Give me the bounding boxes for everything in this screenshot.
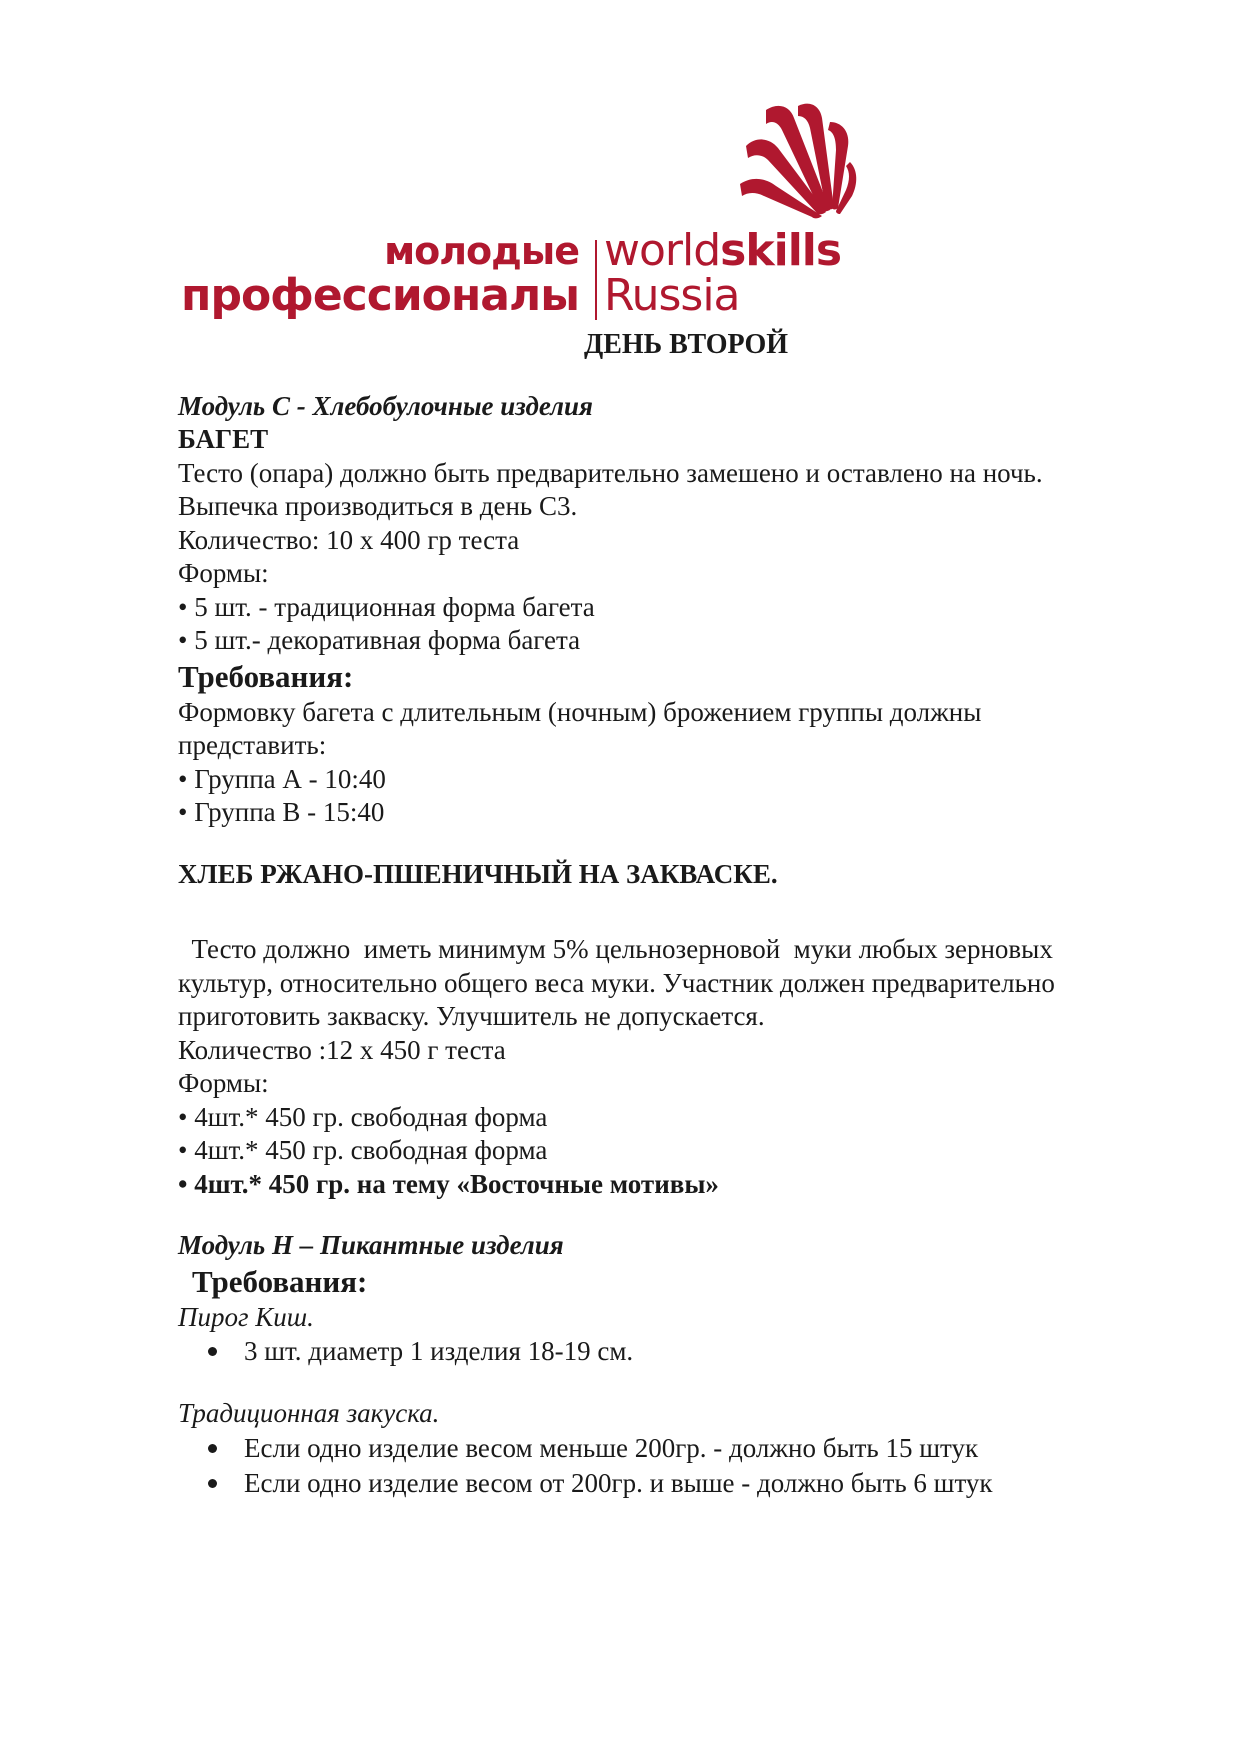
baguette-requirements [178,696,1158,830]
list-item-text: Если одно изделие весом от 200гр. и выше - должно быть 6 штук [244,1467,993,1498]
list-item-text: 3 шт. диаметр 1 изделия 18-19 см. [244,1336,634,1366]
requirement-line: • Группа В - 15:40 [178,797,385,827]
rye-line: приготовить закваску. Улучшитель не допускается. [178,1001,765,1031]
module-h-requirements-title: Требования: [192,1263,368,1299]
bullet-icon [208,1347,217,1356]
rye-line: Тесто должно иметь минимум 5% цельнозерновой муки любых зерновых [178,934,1053,964]
requirement-line: представить: [178,730,327,760]
baguette-line: Выпечка производиться в день С3. [178,491,578,521]
list-item [178,1466,1158,1501]
rye-bread-description [178,933,1158,1201]
baguette-line: Тесто (опара) должно быть предварительно замешено и оставлено на ночь. [178,457,1043,488]
baguette-line: Формы: [178,558,269,588]
rye-line: культур, относительно общего веса муки. Участник должен предварительно [178,967,1055,998]
baguette-line: • 5 шт. - традиционная форма багета [178,591,595,622]
snack-list [178,1431,1158,1501]
rye-line: • 4шт.* 450 гр. свободная форма [178,1101,548,1132]
rye-line: • 4шт.* 450 гр. свободная форма [178,1135,548,1165]
bullet-icon [208,1479,217,1488]
quiche-list [178,1334,1158,1369]
rye-bold-line: • 4шт.* 450 гр. на тему «Восточные мотивы» [178,1168,719,1199]
quiche-title: Пирог Киш. [178,1301,314,1332]
module-h-title: Модуль Н – Пикантные изделия [178,1230,564,1260]
worldskills-logo [178,100,858,325]
logo-ru-line2: профессионалы [181,270,579,321]
baguette-requirements-title: Требования: [178,658,354,694]
bullet-icon [208,1444,217,1453]
list-item [178,1431,1158,1466]
logo-skills: skills [720,225,842,276]
baguette-title: БАГЕТ [178,424,269,454]
logo-russia: Russia [604,270,740,321]
logo-english-text [604,225,842,321]
logo-ru-line1: молодые [384,229,579,273]
logo-world: world [604,225,721,276]
module-c-title: Модуль С - Хлебобулочные изделия [178,390,593,421]
requirement-line: • Группа А - 10:40 [178,763,386,794]
baguette-line: Количество: 10 х 400 гр теста [178,524,520,555]
day-heading: ДЕНЬ ВТОРОЙ [583,329,789,360]
worldskills-emblem-icon [738,100,858,240]
rye-bread-title: ХЛЕБ РЖАНО-ПШЕНИЧНЫЙ НА ЗАКВАСКЕ. [178,858,778,889]
list-item [178,1334,1158,1369]
rye-line: Формы: [178,1068,269,1098]
document-body [178,328,1158,1501]
requirement-line: Формовку багета с длительным (ночным) брожением группы должны [178,696,982,727]
logo-divider [595,240,597,320]
logo-russian-text [178,228,579,321]
snack-title: Традиционная закуска. [178,1398,440,1428]
list-item-text: Если одно изделие весом меньше 200гр. - должно быть 15 штук [244,1432,979,1463]
baguette-description [178,457,1158,658]
baguette-line: • 5 шт.- декоративная форма багета [178,625,581,655]
rye-line: Количество :12 х 450 г теста [178,1034,506,1065]
